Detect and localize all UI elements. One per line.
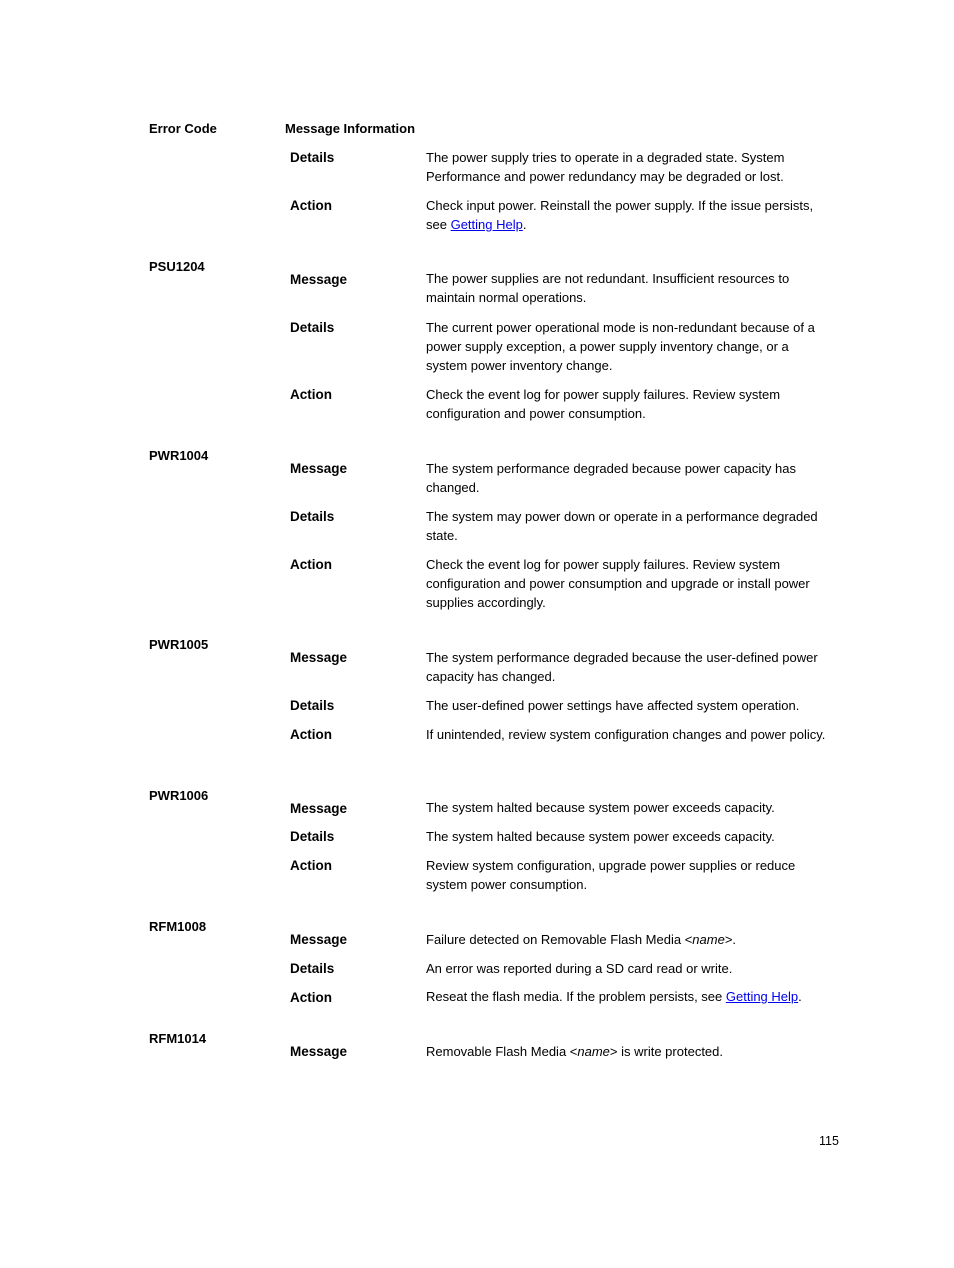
name-placeholder: name bbox=[577, 1044, 610, 1059]
action-text: Review system configuration, upgrade power supplies or reduce system power consumption. bbox=[426, 858, 796, 892]
details-text: The system halted because system power exceeds capacity. bbox=[426, 829, 775, 844]
message-label: Message bbox=[290, 1044, 348, 1059]
action-text: If unintended, review system configuration changes and power policy. bbox=[426, 727, 826, 742]
getting-help-link[interactable]: Getting Help bbox=[450, 217, 523, 232]
message-text: The system performance degraded because power capacity has changed. bbox=[426, 461, 796, 495]
message-text: Removable Flash Media <name> is write protected. bbox=[426, 1044, 723, 1059]
action-label: Action bbox=[290, 858, 332, 873]
getting-help-link[interactable]: Getting Help bbox=[725, 989, 799, 1004]
message-text: The system performance degraded because the user-defined power capacity has changed. bbox=[426, 650, 818, 684]
name-placeholder: name bbox=[692, 932, 725, 947]
action-label: Action bbox=[290, 990, 332, 1005]
action-label: Action bbox=[290, 198, 332, 213]
page-number: 115 bbox=[819, 1134, 839, 1148]
error-code-psu1204: PSU1204 bbox=[149, 259, 205, 274]
details-label: Details bbox=[290, 150, 335, 165]
action-label: Action bbox=[290, 727, 332, 742]
message-label: Message bbox=[290, 650, 348, 665]
error-code-pwr1006: PWR1006 bbox=[149, 788, 209, 803]
details-label: Details bbox=[290, 509, 335, 524]
message-label: Message bbox=[290, 801, 348, 816]
message-label: Message bbox=[290, 272, 348, 287]
details-text: The system may power down or operate in a performance degraded state. bbox=[426, 509, 818, 543]
action-label: Action bbox=[290, 387, 332, 402]
message-text: Failure detected on Removable Flash Media <name>. bbox=[426, 932, 737, 947]
action-text: Check input power. Reinstall the power supply. If the issue persists, see Getting Help. bbox=[426, 198, 814, 232]
column-header-error-code: Error Code bbox=[149, 121, 217, 136]
details-label: Details bbox=[290, 698, 335, 713]
error-code-rfm1008: RFM1008 bbox=[149, 919, 207, 934]
message-text: The power supplies are not redundant. Insufficient resources to maintain normal operations. bbox=[426, 271, 790, 305]
details-label: Details bbox=[290, 320, 335, 335]
details-label: Details bbox=[290, 829, 335, 844]
message-text: The system halted because system power exceeds capacity. bbox=[426, 800, 775, 815]
error-code-rfm1014: RFM1014 bbox=[149, 1031, 207, 1046]
action-text: Reseat the flash media. If the problem persists, see Getting Help. bbox=[426, 989, 802, 1004]
action-text: Check the event log for power supply failures. Review system configuration and power consumption. bbox=[426, 387, 781, 421]
action-text: Check the event log for power supply failures. Review system configuration and power consumption and upgrade or install power supplies accordingly. bbox=[426, 557, 810, 610]
details-text: The power supply tries to operate in a degraded state. System Performance and power redundancy may be degraded or lost. bbox=[426, 150, 785, 184]
error-code-pwr1004: PWR1004 bbox=[149, 448, 209, 463]
details-text: The current power operational mode is non-redundant because of a power supply exception, a power supply inventory change, or a system power inventory change. bbox=[426, 320, 815, 373]
action-label: Action bbox=[290, 557, 332, 572]
message-label: Message bbox=[290, 461, 348, 476]
message-label: Message bbox=[290, 932, 348, 947]
error-code-pwr1005: PWR1005 bbox=[149, 637, 209, 652]
details-label: Details bbox=[290, 961, 335, 976]
column-header-message-information: Message Information bbox=[285, 121, 416, 136]
details-text: The user-defined power settings have affected system operation. bbox=[426, 698, 800, 713]
details-text: An error was reported during a SD card read or write. bbox=[426, 961, 733, 976]
